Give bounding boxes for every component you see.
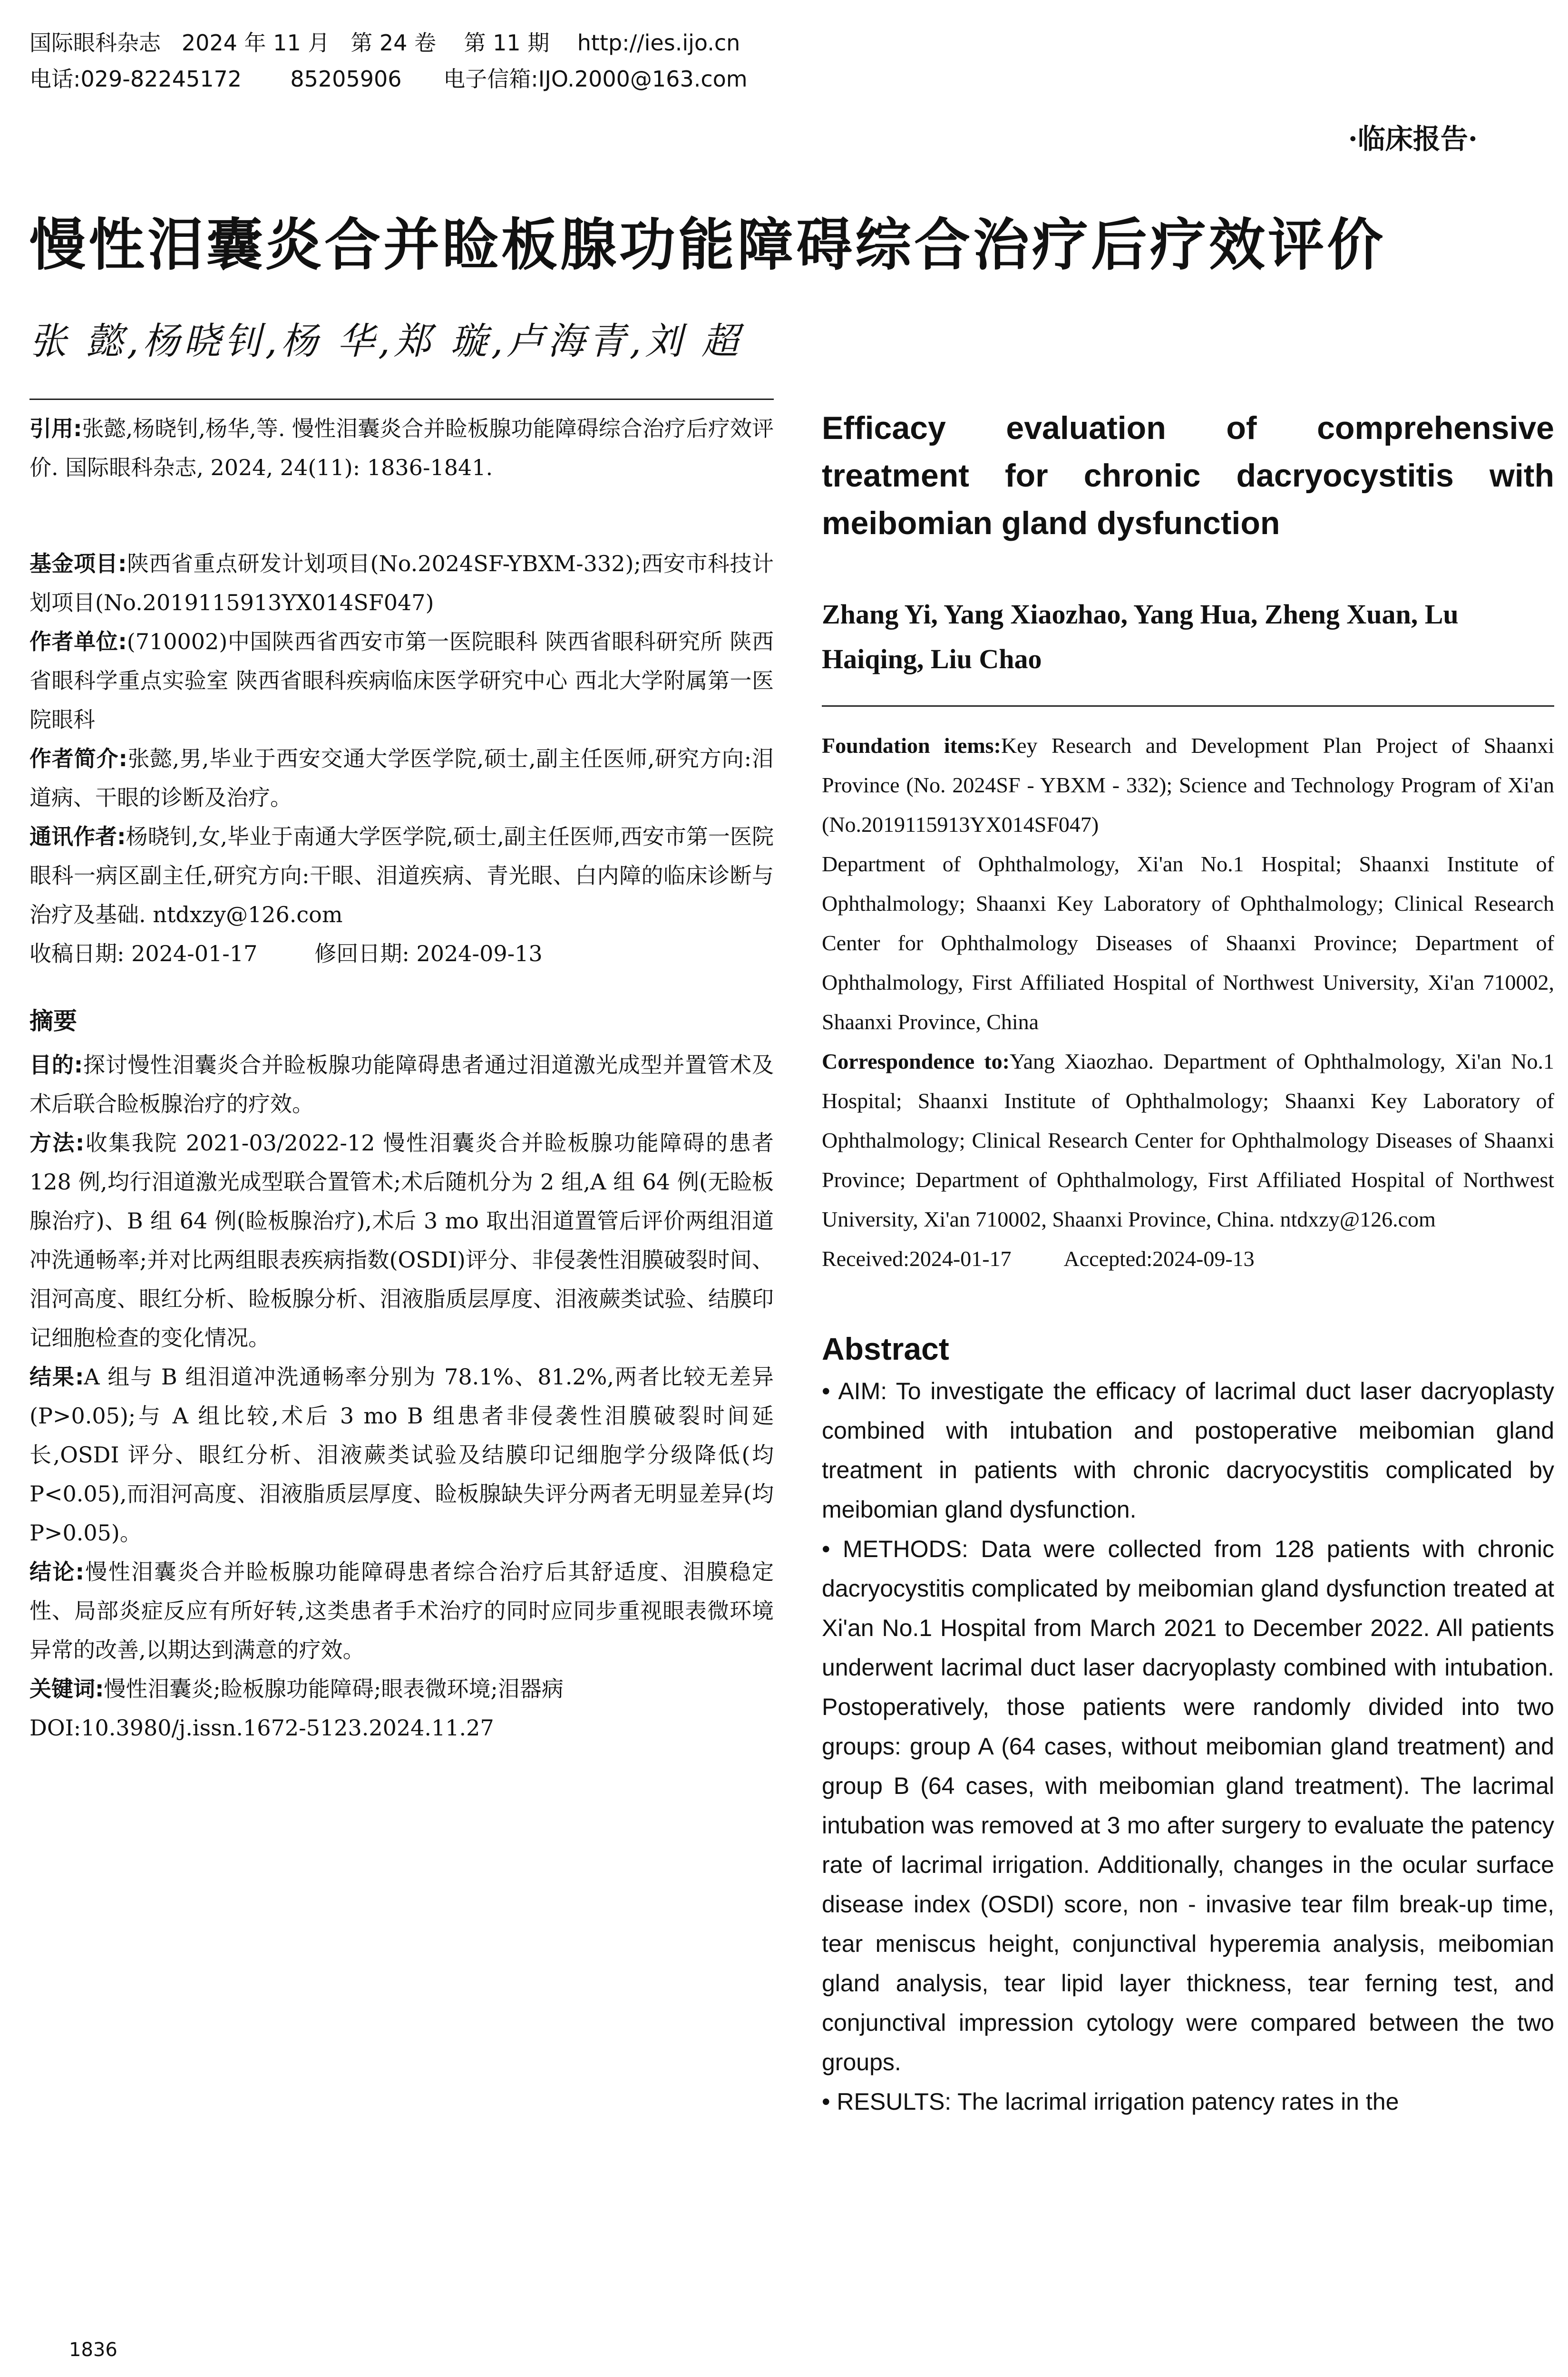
conclusion-cn bbox=[29, 1552, 774, 1669]
correspondence-text: Yang Xiaozhao. Department of Ophthalmology, Xi'an No.1 Hospital; Shaanxi Institute of Ophthalmology; Shaanxi Key Laboratory of Ophthalmology; Clinical Research Center for Ophthalmology Diseases of Shaanxi Province; Department of Ophthalmology, First Affiliated Hospital of Northwest University, Xi'an 710002, Shaanxi Province, China. ntdxzy@126.com bbox=[822, 1049, 1554, 1231]
journal-header-line1: 国际眼科杂志 2024 年 11 月 第 24 卷 第 11 期 http://ies.ijo.cn bbox=[29, 30, 740, 56]
dates-line bbox=[29, 934, 774, 973]
fund-text: 陕西省重点研发计划项目(No.2024SF-YBXM-332);西安市科技计划项目(No.2019115913YX014SF047) bbox=[29, 551, 774, 615]
doi-line[interactable]: DOI:10.3980/j.issn.1672-5123.2024.11.27 bbox=[29, 1715, 494, 1741]
english-authors: Zhang Yi, Yang Xiaozhao, Yang Hua, Zheng Xuan, Lu Haiqing, Liu Chao bbox=[822, 599, 1459, 674]
conclusion-text: 慢性泪囊炎合并睑板腺功能障碍患者综合治疗后其舒适度、泪膜稳定性、局部炎症反应有所好转,这类患者手术治疗的同时应同步重视眼表微环境异常的改善,以期达到满意的疗效。 bbox=[29, 1559, 774, 1663]
methods-cn bbox=[29, 1123, 774, 1357]
keywords-text: 慢性泪囊炎;睑板腺功能障碍;眼表微环境;泪器病 bbox=[104, 1676, 564, 1702]
correspondence-label: Correspondence to: bbox=[822, 1049, 1010, 1073]
received-date: 收稿日期: 2024-01-17 bbox=[29, 941, 258, 966]
citation-text: 张懿,杨晓钊,杨华,等. 慢性泪囊炎合并睑板腺功能障碍综合治疗后疗效评价. 国际眼科杂志, 2024, 24(11): 1836-1841. bbox=[29, 416, 774, 480]
results-cn bbox=[29, 1357, 774, 1552]
abstract-heading-cn: 摘要 bbox=[29, 1007, 77, 1035]
conclusion-label: 结论: bbox=[29, 1559, 85, 1585]
right-column bbox=[822, 404, 1554, 2122]
chinese-title: 慢性泪囊炎合并睑板腺功能障碍综合治疗后疗效评价 bbox=[29, 212, 1386, 278]
revised-date: 修回日期: 2024-09-13 bbox=[314, 941, 543, 966]
keywords-cn bbox=[29, 1669, 774, 1708]
correspondence-info bbox=[29, 817, 774, 934]
english-divider bbox=[822, 705, 1554, 707]
bio-text: 张懿,男,毕业于西安交通大学医学院,硕士,副主任医师,研究方向:泪道病、干眼的诊断及治疗。 bbox=[29, 746, 774, 810]
received-accepted-line bbox=[822, 1239, 1554, 1278]
bio-label: 作者简介: bbox=[29, 746, 127, 771]
corr-text: 杨晓钊,女,毕业于南通大学医学院,硕士,副主任医师,西安市第一医院眼科一病区副主任,研究方向:干眼、泪道疾病、青光眼、白内障的临床诊断与治疗及基础. ntdxzy@126.com bbox=[29, 824, 774, 927]
results-text: A 组与 B 组泪道冲洗通畅率分别为 78.1%、81.2%,两者比较无差异(P>0.05);与 A 组比较,术后 3 mo B 组患者非侵袭性泪膜破裂时间延长,OSDI 评分、眼红分析、泪液蕨类试验及结膜印记细胞学分级降低(均 P<0.05),而泪河高度、泪液脂质层厚度、睑板腺缺失评分两者无明显差异(均 P>0.05)。 bbox=[29, 1364, 774, 1546]
foundation-items bbox=[822, 726, 1554, 844]
foundation-label: Foundation items: bbox=[822, 733, 1001, 758]
accepted-en: Accepted:2024-09-13 bbox=[1063, 1247, 1255, 1271]
section-tag: ·临床报告· bbox=[1348, 123, 1478, 155]
aim-label: 目的: bbox=[29, 1052, 83, 1078]
citation-block bbox=[29, 409, 774, 487]
title-divider bbox=[29, 399, 774, 400]
foundation-text: Key Research and Development Plan Project of Shaanxi Province (No. 2024SF - YBXM - 332); Science and Technology Program of Xi'an (No.2019115913YX014SF047) bbox=[822, 733, 1554, 837]
results-label: 结果: bbox=[29, 1364, 84, 1390]
fund-label: 基金项目: bbox=[29, 551, 127, 576]
fund-info bbox=[29, 544, 774, 622]
correspondence-en bbox=[822, 1042, 1554, 1239]
corr-label: 通讯作者: bbox=[29, 824, 126, 849]
methods-text: 收集我院 2021-03/2022-12 慢性泪囊炎合并睑板腺功能障碍的患者 128 例,均行泪道激光成型联合置管术;术后随机分为 2 组,A 组 64 例(无睑板腺治疗)、B 组 64 例(睑板腺治疗),术后 3 mo 取出泪道置管后评价两组泪道冲洗通畅率;并对比两组眼表疾病指数(OSDI)评分、非侵袭性泪膜破裂时间、泪河高度、眼红分析、睑板腺分析、泪液脂质层厚度、泪液蕨类试验、结膜印记细胞检查的变化情况。 bbox=[29, 1130, 774, 1351]
aim-en: • AIM: To investigate the efficacy of lacrimal duct laser dacryoplasty combined with intubation and postoperative meibomian gland treatment in patients with chronic dacryocystitis complicated by meibomian gland dysfunction. bbox=[822, 1378, 1554, 1523]
journal-header-line2: 电话:029-82245172 85205906 电子信箱:IJO.2000@163.com bbox=[29, 66, 748, 92]
keywords-label: 关键词: bbox=[29, 1676, 104, 1702]
page-number: 1836 bbox=[69, 2339, 117, 2361]
results-en: • RESULTS: The lacrimal irrigation patency rates in the bbox=[822, 2088, 1399, 2115]
unit-text: (710002)中国陕西省西安市第一医院眼科 陕西省眼科研究所 陕西省眼科学重点实验室 陕西省眼科疾病临床医学研究中心 西北大学附属第一医院眼科 bbox=[29, 629, 774, 732]
citation-label: 引用: bbox=[29, 416, 82, 441]
left-column bbox=[29, 409, 774, 1747]
unit-info bbox=[29, 622, 774, 739]
methods-en: • METHODS: Data were collected from 128 patients with chronic dacryocystitis complicated by meibomian gland dysfunction treated at Xi'an No.1 Hospital from March 2021 to December 2022. All patients underwent lacrimal duct laser dacryoplasty combined with intubation. Postoperatively, those patients were randomly divided into two groups: group A (64 cases, without meibomian gland treatment) and group B (64 cases, with meibomian gland treatment). The lacrimal intubation was removed at 3 mo after surgery to evaluate the patency rate of lacrimal irrigation. Additionally, changes in the ocular surface disease index (OSDI) score, non - invasive tear film break-up time, tear meniscus height, conjunctival hyperemia analysis, meibomian gland analysis, tear lipid layer thickness, tear ferning test, and conjunctival impression cytology were compared between the two groups. bbox=[822, 1536, 1554, 2075]
aim-text: 探讨慢性泪囊炎合并睑板腺功能障碍患者通过泪道激光成型并置管术及术后联合睑板腺治疗的疗效。 bbox=[29, 1052, 774, 1117]
journal-header bbox=[29, 25, 748, 97]
received-en: Received:2024-01-17 bbox=[822, 1247, 1012, 1271]
aim-cn bbox=[29, 1045, 774, 1123]
english-title: Efficacy evaluation of comprehensive treatment for chronic dacryocystitis with meibomian gland dysfunction bbox=[822, 410, 1554, 541]
unit-label: 作者单位: bbox=[29, 629, 127, 654]
methods-label: 方法: bbox=[29, 1130, 85, 1156]
abstract-heading-en: Abstract bbox=[822, 1331, 949, 1366]
chinese-authors: 张 懿,杨晓钊,杨 华,郑 璇,卢海青,刘 超 bbox=[29, 320, 743, 363]
affiliation-text: Department of Ophthalmology, Xi'an No.1 Hospital; Shaanxi Institute of Ophthalmology; Shaanxi Key Laboratory of Ophthalmology; Clinical Research Center for Ophthalmology Diseases of Shaanxi Province; Department of Ophthalmology, First Affiliated Hospital of Northwest University, Xi'an 710002, Shaanxi Province, China bbox=[822, 852, 1554, 1034]
bio-info bbox=[29, 739, 774, 817]
